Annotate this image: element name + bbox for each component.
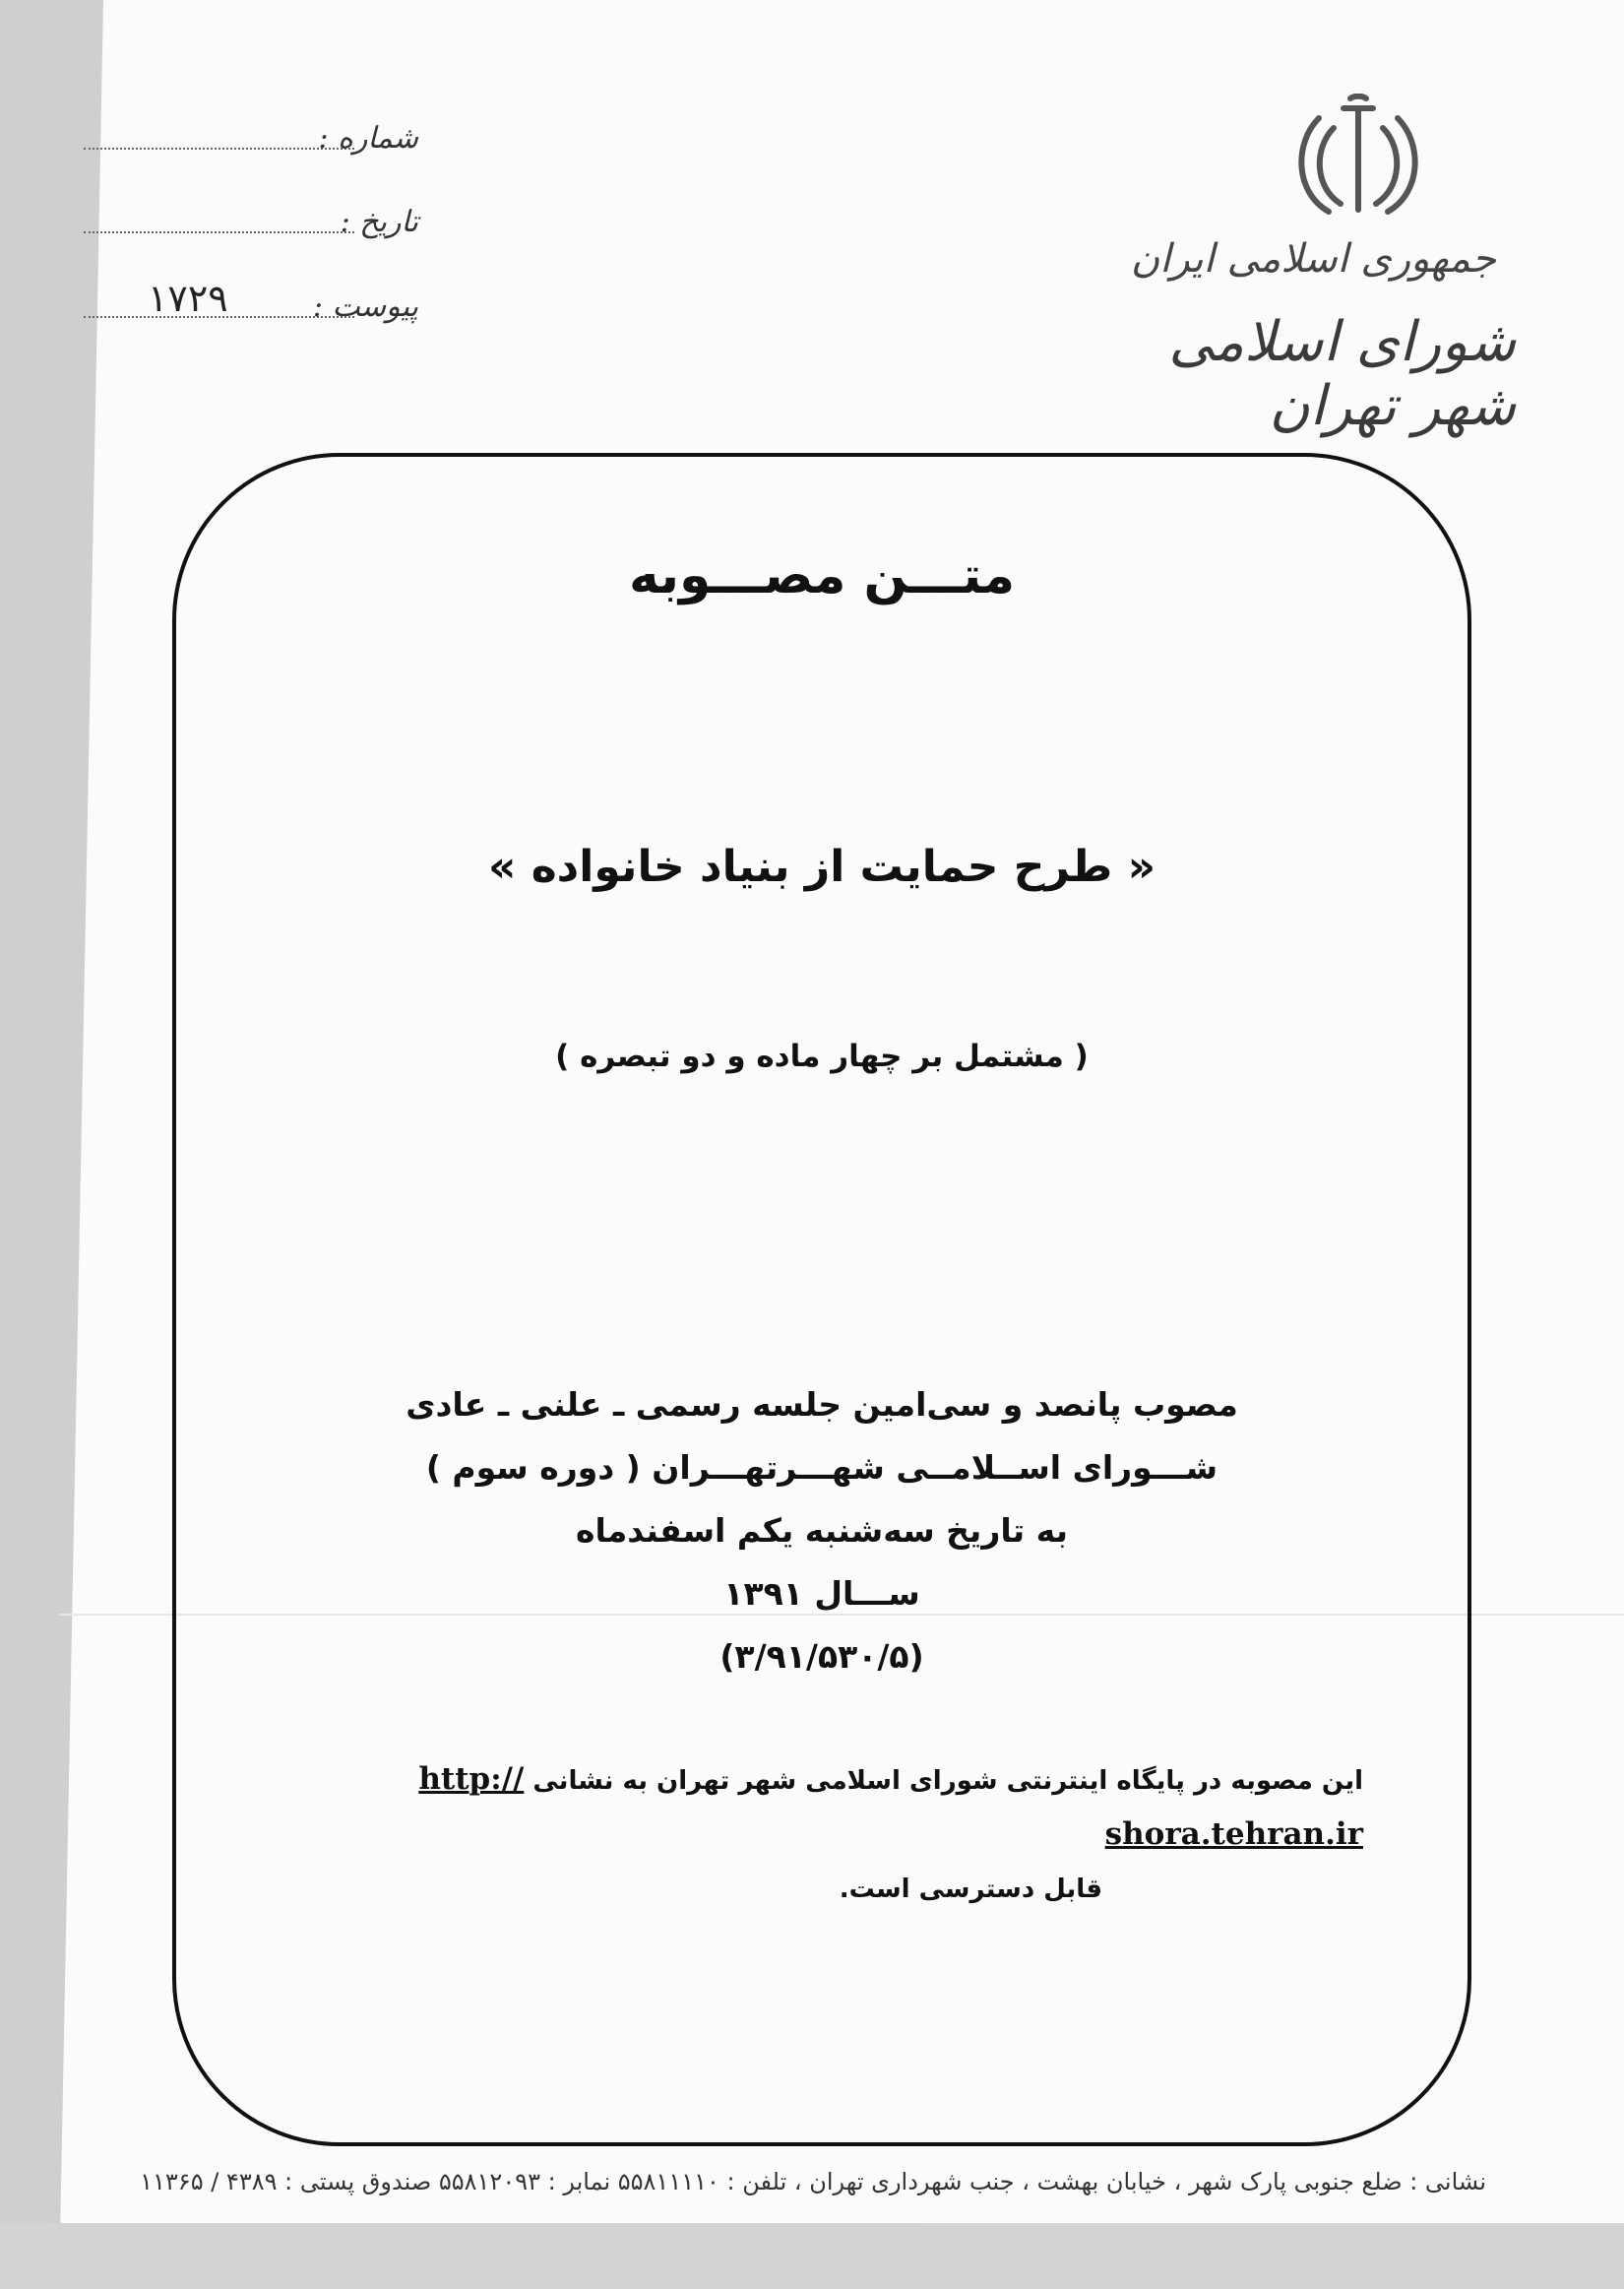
website-notice	[241, 1752, 1363, 1916]
gov-name-line1: جمهوری اسلامی ایران	[1130, 236, 1496, 282]
approval-line: به تاریخ سه‌شنبه یکم اسفندماه	[576, 1511, 1068, 1550]
approval-line: شـــورای اســلامــی شهـــرتهـــران ( دوره سوم )	[425, 1448, 1218, 1487]
notice-text-line2: قابل دسترسی است.	[839, 1875, 1102, 1904]
date-field-line	[84, 231, 354, 233]
approval-line: مصوب پانصد و سی‌امین جلسه رسمی ـ علنی ـ عادی	[406, 1385, 1238, 1424]
handwritten-number: ۱۷۲۹	[148, 277, 228, 320]
gov-name-line2: شورای اسلامی شهر تهران	[1168, 310, 1516, 438]
approval-line: (۳/۹۱/۵۳۰/۵)	[719, 1637, 924, 1676]
attachment-label: پیوست :	[312, 289, 418, 324]
document-title: متـــن مصـــوبه	[628, 546, 1016, 605]
attachment-field	[84, 279, 418, 328]
approval-line: ســـال ۱۳۹۱	[723, 1574, 920, 1613]
number-label: شماره :	[318, 121, 418, 156]
website-link[interactable]: http:// shora.tehran.ir	[418, 1761, 1363, 1852]
notice-text: این مصوبه در پایگاه اینترنتی شورای اسلامی شهر تهران به نشانی	[532, 1766, 1363, 1796]
plan-subtitle: ( مشتمل بر چهار ماده و دو تبصره )	[555, 1039, 1089, 1074]
plan-title: « طرح حمایت از بنیاد خانواده »	[487, 842, 1156, 892]
number-field-line	[84, 148, 354, 150]
approval-block	[172, 1373, 1471, 1688]
number-field	[84, 110, 418, 159]
footer-address: نشانی : ضلع جنوبی پارک شهر ، خیابان بهشت ، جنب شهرداری تهران ، تلفن : ۵۵۸۱۱۱۱۰ نمابر : ۵۵۸۱۲۰۹۳ صندوق پستی : ۴۳۸۹ / ۱۱۳۶۵	[140, 2168, 1486, 2195]
date-field	[84, 194, 418, 243]
date-label: تاریخ :	[340, 205, 418, 239]
iran-emblem-icon	[1289, 94, 1427, 222]
